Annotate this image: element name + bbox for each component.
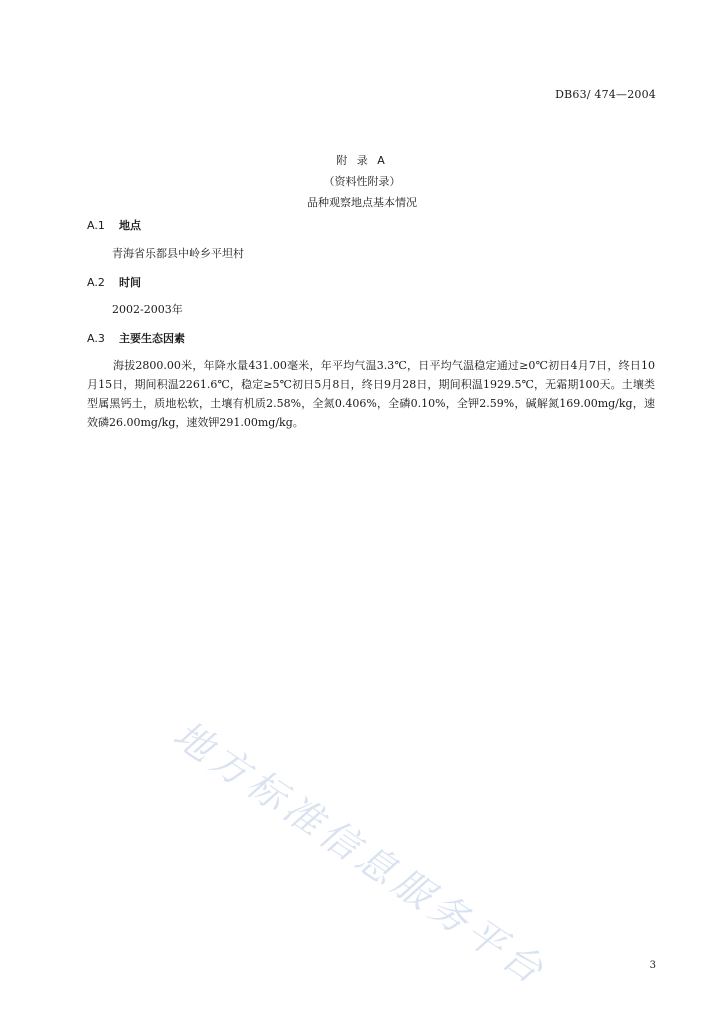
section-content-location: 青海省乐都县中岭乡平坦村: [112, 247, 244, 260]
appendix-title: 附 录 A: [336, 154, 388, 167]
section-title: 地点: [119, 219, 141, 232]
section-heading-a2: [87, 275, 141, 291]
section-heading-a3: [87, 331, 185, 347]
appendix-heading-block: [0, 150, 724, 213]
document-code: DB63/ 474—2004: [555, 88, 656, 101]
appendix-subtitle: （资料性附录）: [323, 175, 401, 188]
page-number: 3: [649, 960, 656, 971]
appendix-heading: 品种观察地点基本情况: [307, 196, 417, 209]
watermark: 地方标准信息服务平台: [165, 712, 556, 995]
section-title: 时间: [119, 276, 141, 289]
section-content-ecology: 海拔2800.00米，年降水量431.00毫米，年平均气温3.3℃，日平均气温稳定通过≥0℃初日4月7日，终日10月15日，期间积温2261.6℃，稳定≥5℃初日5月8日，终日9月28日，期间积温1929.5℃，无霜期100天。土壤类型属黑钙土，质地松软，土壤有机质2.58%，全氮0.406%，全磷0.10%，全钾2.59%，碱解氮169.00mg/kg，速效磷26.00mg/kg，速效钾291.00mg/kg。: [87, 359, 655, 429]
section-number: A.3: [87, 332, 105, 345]
section-content-time: 2002-2003年: [112, 303, 183, 316]
section-heading-a1: [87, 218, 141, 234]
section-number: A.1: [87, 219, 105, 232]
section-number: A.2: [87, 276, 105, 289]
section-title: 主要生态因素: [119, 332, 185, 345]
